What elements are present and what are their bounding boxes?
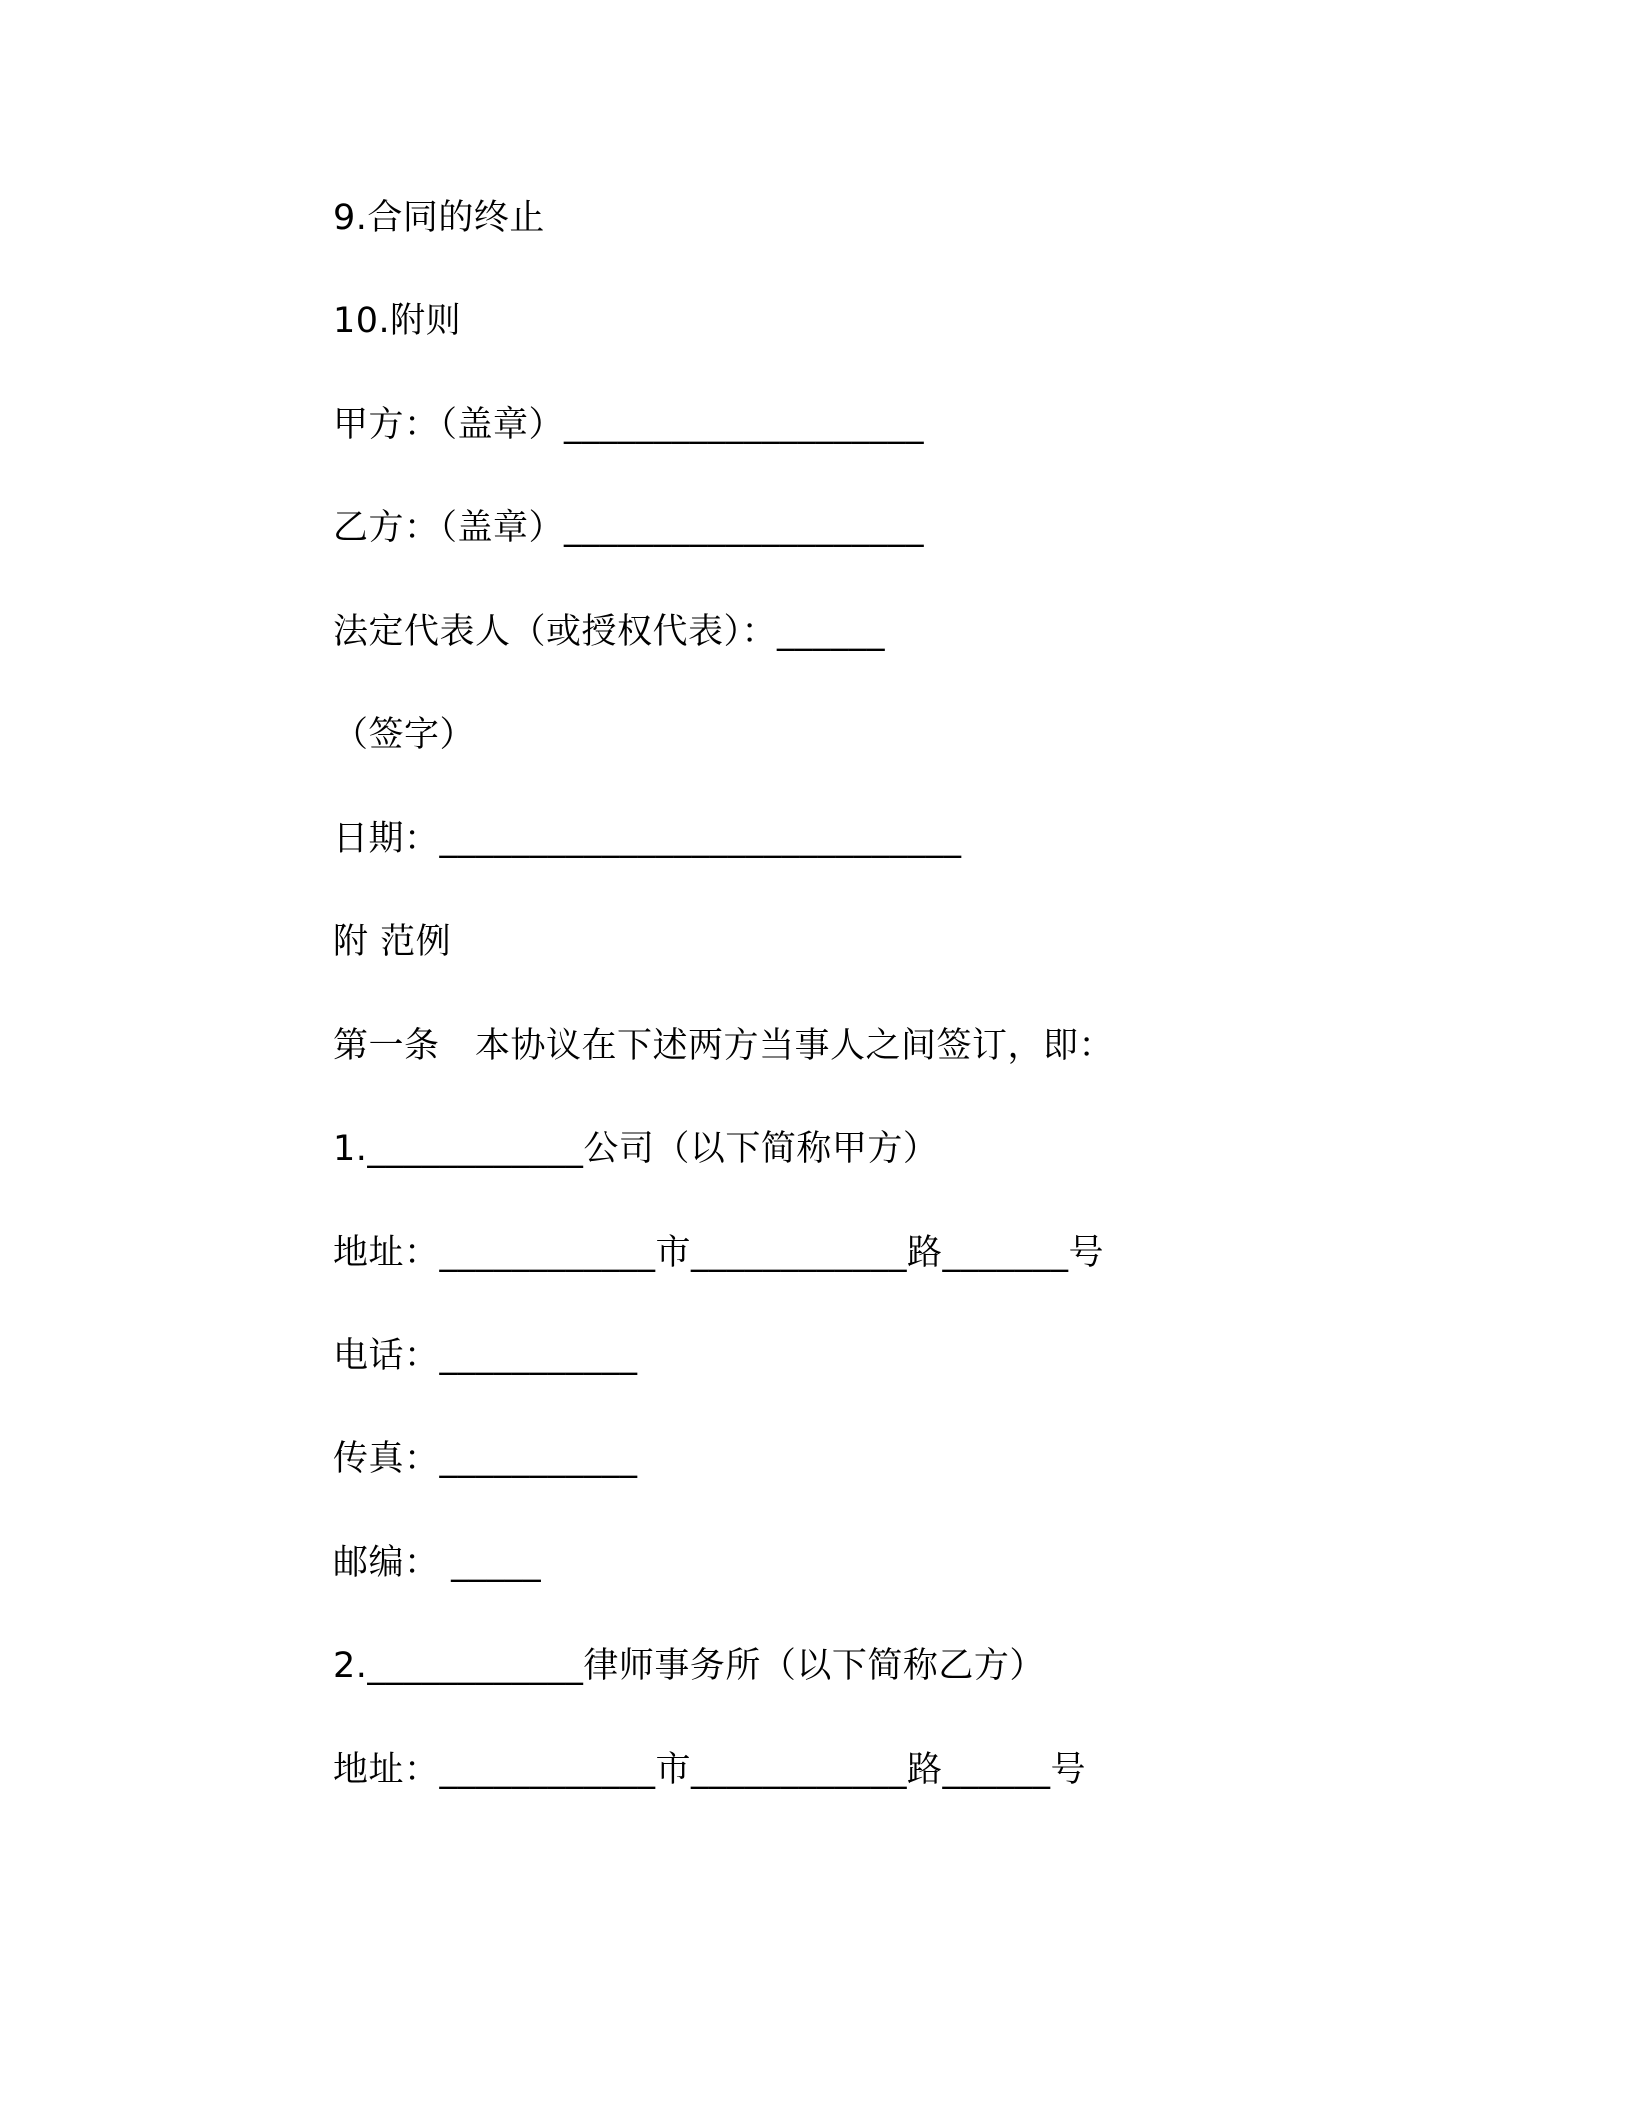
party-b-lawfirm-line: 2.____________律师事务所（以下简称乙方） (333, 1646, 1045, 1686)
party-a-postcode-line: 邮编： _____ (333, 1543, 542, 1583)
party-b-seal-line: 乙方：（盖章）____________________ (333, 508, 925, 548)
section-title-appendix: 10.附则 (333, 301, 462, 341)
section-title-termination: 9.合同的终止 (333, 198, 545, 238)
party-a-seal-line: 甲方：（盖章）____________________ (333, 405, 925, 445)
article-one-text: 第一条 本协议在下述两方当事人之间签订，即： (333, 1026, 1115, 1066)
party-a-address-line: 地址：____________市____________路_______号 (333, 1233, 1105, 1273)
party-a-company-line: 1.____________公司（以下简称甲方） (333, 1129, 939, 1169)
appendix-example-heading: 附 范例 (333, 922, 452, 962)
party-a-phone-line: 电话：___________ (333, 1336, 638, 1376)
signature-label: （签字） (333, 715, 476, 755)
legal-representative-line: 法定代表人（或授权代表）：______ (333, 612, 886, 652)
date-line: 日期：_____________________________ (333, 819, 962, 859)
party-b-address-line: 地址：____________市____________路______号 (333, 1750, 1087, 1790)
party-a-fax-line: 传真：___________ (333, 1439, 638, 1479)
